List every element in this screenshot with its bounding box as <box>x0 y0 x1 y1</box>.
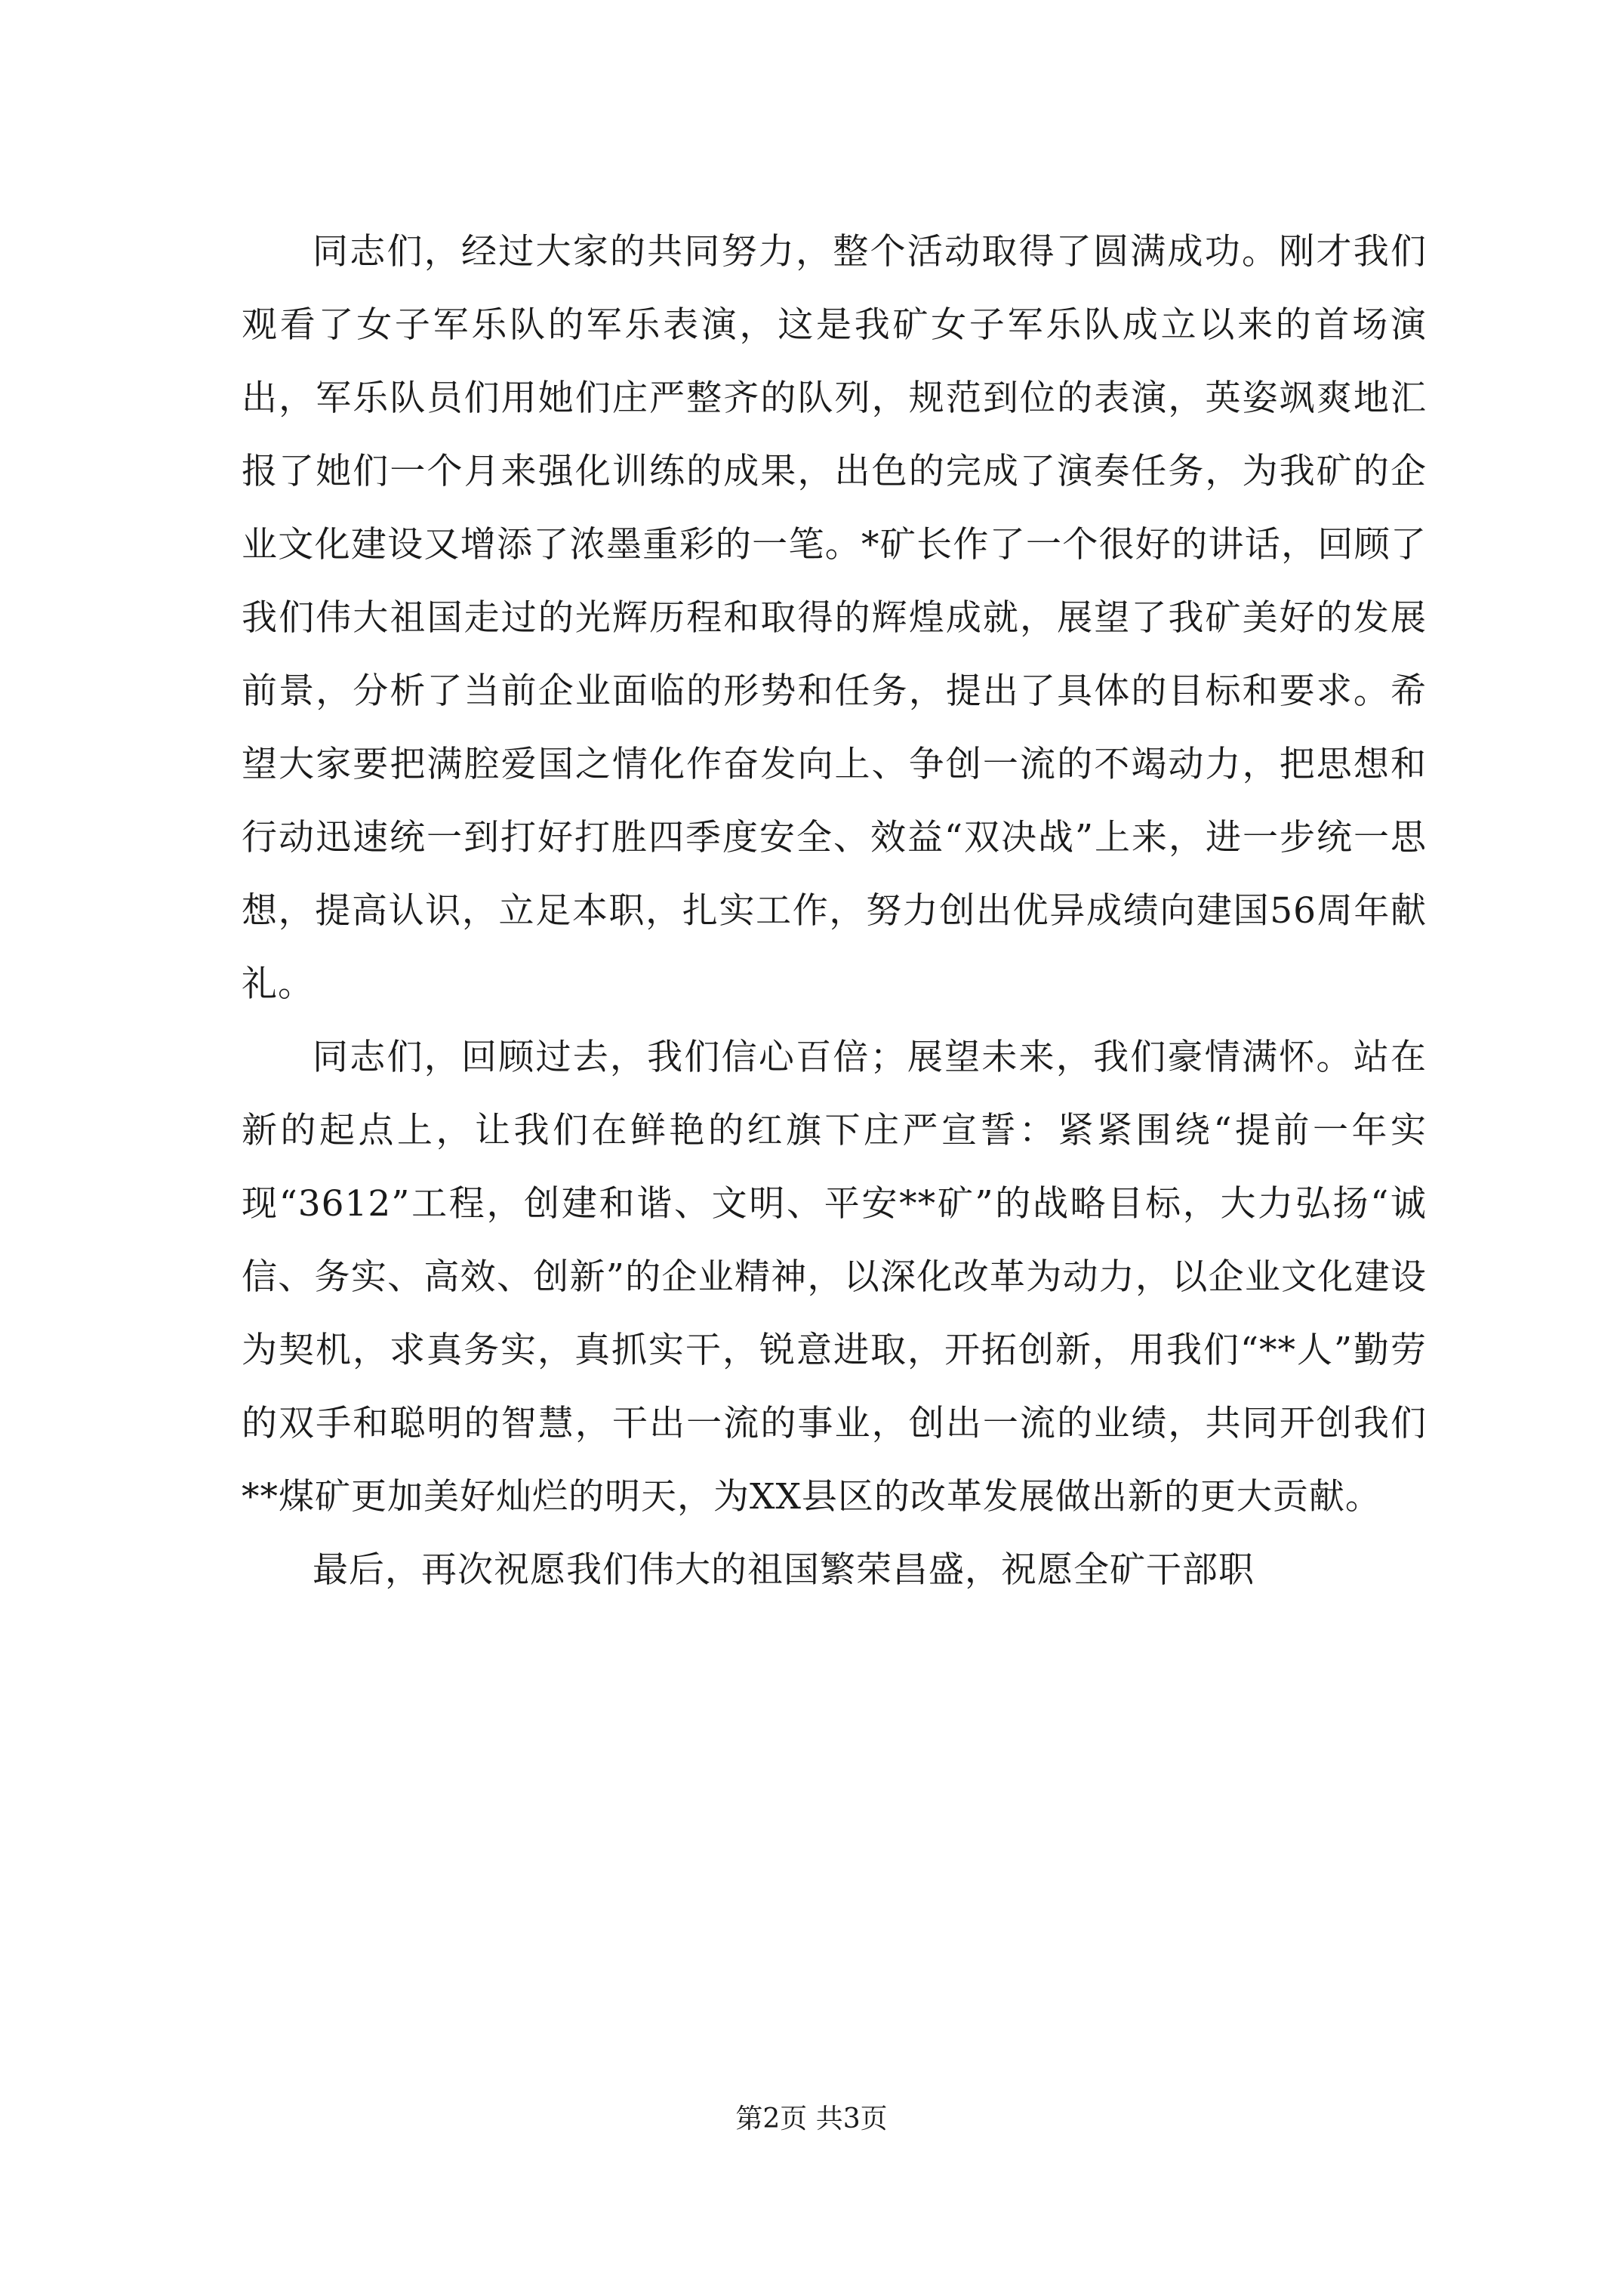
paragraph: 最后，再次祝愿我们伟大的祖国繁荣昌盛，祝愿全矿干部职 <box>313 1549 1255 1591</box>
document-body <box>242 215 1427 1607</box>
paragraph: 同志们，经过大家的共同努力，整个活动取得了圆满成功。刚才我们观看了女子军乐队的军乐表演，这是我矿女子军乐队成立以来的首场演出，军乐队员们用她们庄严整齐的队列，规范到位的表演，英姿飒爽地汇报了她们一个月来强化训练的成果，出色的完成了演奏任务，为我矿的企业文化建设又增添了浓墨重彩的一笔。*矿长作了一个很好的讲话，回顾了我们伟大祖国走过的光辉历程和取得的辉煌成就，展望了我矿美好的发展前景，分析了当前企业面临的形势和任务，提出了具体的目标和要求。希望大家要把满腔爱国之情化作奋发向上、争创一流的不竭动力，把思想和行动迅速统一到打好打胜四季度安全、效益“双决战”上来，进一步统一思想，提高认识，立足本职，扎实工作，努力创出优异成绩向建国56周年献礼。 <box>242 231 1427 1005</box>
page-footer <box>0 2097 1623 2136</box>
page-number-label: 第2页 共3页 <box>735 2103 888 2134</box>
paragraph: 同志们，回顾过去，我们信心百倍；展望未来，我们豪情满怀。站在新的起点上，让我们在鲜艳的红旗下庄严宣誓：紧紧围绕“提前一年实现“3612”工程，创建和谐、文明、平安**矿”的战略目标，大力弘扬“诚信、务实、高效、创新”的企业精神，以深化改革为动力，以企业文化建设为契机，求真务实，真抓实干，锐意进取，开拓创新，用我们“**人”勤劳的双手和聪明的智慧，干出一流的事业，创出一流的业绩，共同开创我们**煤矿更加美好灿烂的明天，为XX县区的改革发展做出新的更大贡献。 <box>242 1037 1427 1518</box>
